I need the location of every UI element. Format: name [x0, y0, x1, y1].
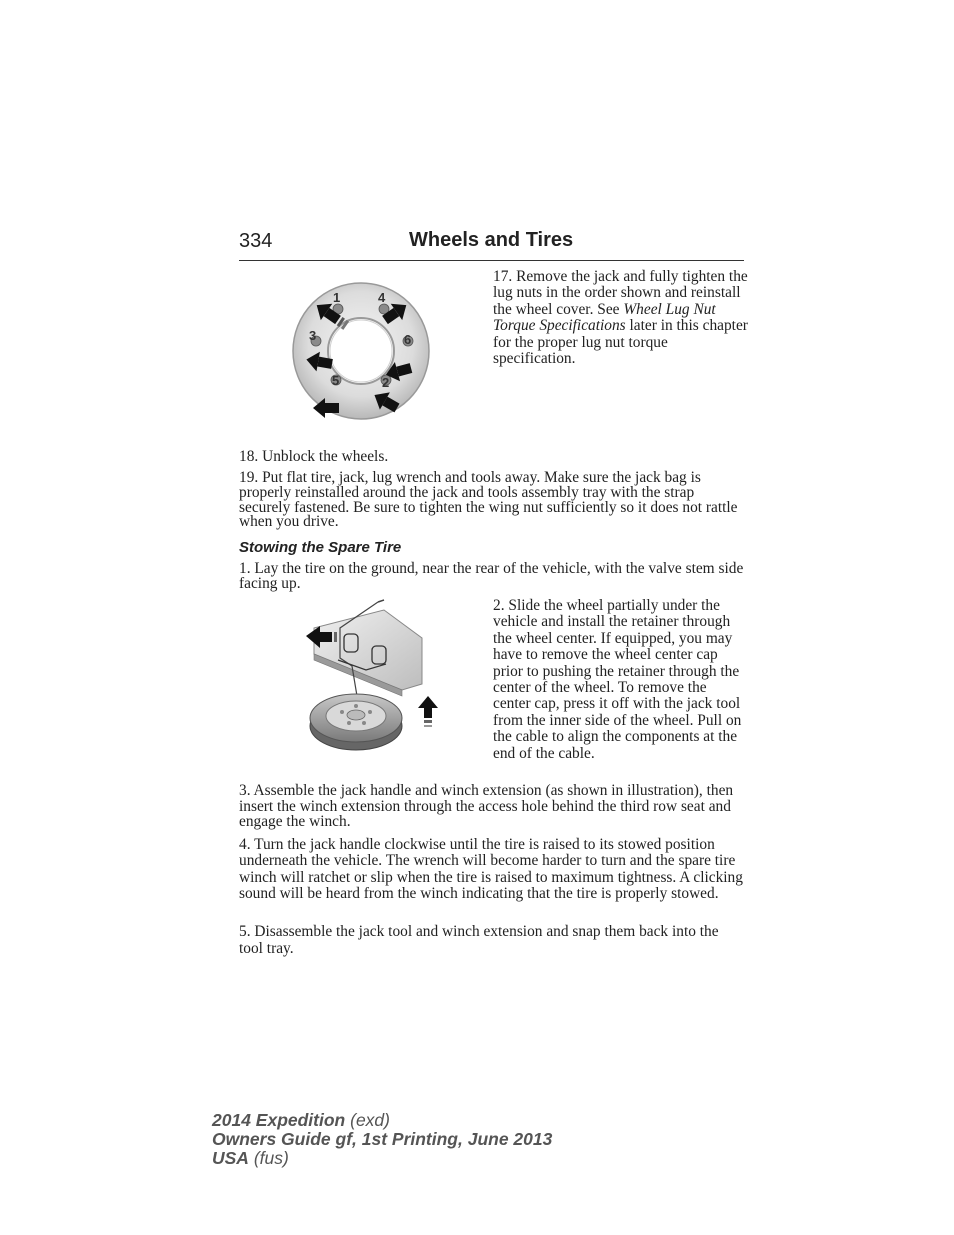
lug-label-2: 2: [382, 375, 390, 390]
footer-line-2: Owners Guide gf, 1st Printing, June 2013: [212, 1129, 553, 1149]
section-heading: Stowing the Spare Tire: [239, 539, 402, 556]
lug-label-3: 3: [309, 328, 317, 343]
footer-line-1: [212, 1111, 552, 1130]
stow-step-4: 4. Turn the jack handle clockwise until the tire is raised to its stowed position underneath the vehicle. The wrench will become harder to turn and the spare tire winch will ratchet or slip when the tire is raised to maximum tightness. A clicking sound will be heard from the winch indicating that the tire is properly stowed.: [239, 836, 743, 903]
chapter-title: Wheels and Tires: [409, 229, 574, 251]
spare-tire-illustration: [304, 598, 444, 764]
footer-market: USA: [212, 1148, 249, 1168]
stow-step-3: 3. Assemble the jack handle and winch extension (as shown in illustration), then insert the winch extension through the access hole behind the third row seat and engage the winch.: [239, 782, 734, 831]
lug-nut-order-illustration: [289, 278, 434, 423]
footer-line-3: [212, 1149, 552, 1168]
footer-model: 2014 Expedition: [212, 1110, 346, 1130]
step-17: [493, 269, 748, 367]
lug-label-6: 6: [404, 332, 412, 347]
lug-label-4: 4: [378, 290, 386, 305]
stow-step-5: 5. Disassemble the jack tool and winch extension and snap them back into the tool tray.: [239, 923, 719, 957]
lug-label-5: 5: [332, 373, 340, 388]
step-19: 19. Put flat tire, jack, lug wrench and tools away. Make sure the jack bag is properly reinstalled around the jack and tools assembly tray with the strap securely fastened. Be sure to tighten the wing nut sufficiently so it does not rattle when you drive.: [239, 469, 738, 531]
step-18: 18. Unblock the wheels.: [239, 448, 389, 465]
torque-spec-reference: Wheel Lug Nut Torque Specifications: [493, 300, 716, 335]
footer-model-code: (exd): [345, 1110, 390, 1130]
lug-label-1: 1: [333, 290, 341, 305]
footer-market-code: (fus): [248, 1148, 289, 1168]
step-17-text: 17. Remove the jack and fully tighten the lug nuts in the order shown and reinstall the wheel cover. See: [493, 268, 748, 318]
page-footer: [212, 1111, 552, 1168]
page-header: [239, 228, 744, 261]
stow-step-1: 1. Lay the tire on the ground, near the rear of the vehicle, with the valve stem side facing up.: [239, 560, 744, 592]
page-number: 334: [239, 230, 273, 252]
stow-step-2: 2. Slide the wheel partially under the vehicle and install the retainer through the wheel center. If equipped, you may have to remove the wheel center cap prior to pushing the retainer through the center of the wheel. To remove the center cap, press it off with the jack tool from the inner side of the wheel. Pull on the cable to align the components at the end of the cable.: [493, 597, 742, 762]
step-17-text-end: later in this chapter for the proper lug nut torque specification.: [493, 317, 748, 368]
